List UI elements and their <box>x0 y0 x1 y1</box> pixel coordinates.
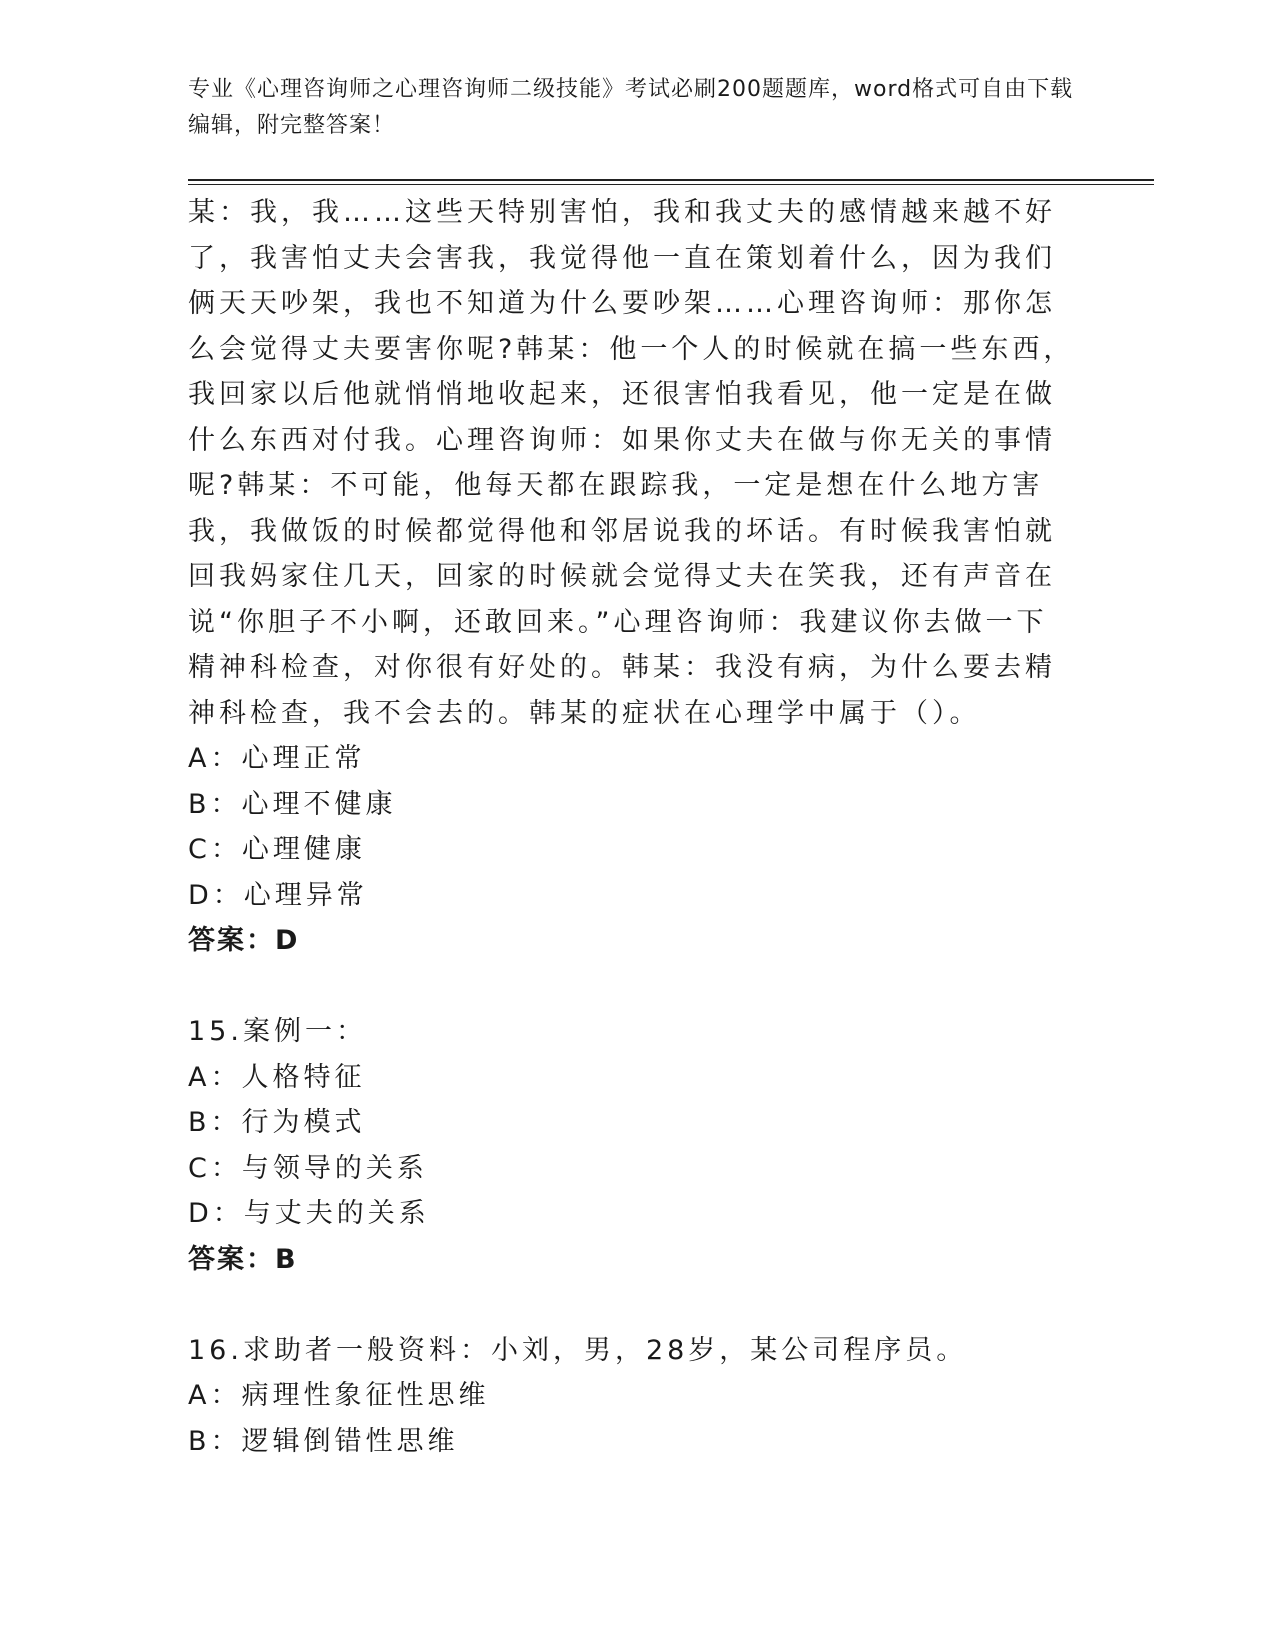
spacer <box>188 1282 1078 1328</box>
question-16 <box>188 1328 1078 1465</box>
question-stem: 15.案例一： <box>188 1016 367 1047</box>
option-d: D：与丈夫的关系 <box>188 1198 430 1229</box>
option-c: C：心理健康 <box>188 834 366 865</box>
question-15 <box>188 1009 1078 1282</box>
option-b: B：逻辑倒错性思维 <box>188 1425 459 1457</box>
question-stem: 某：我，我……这些天特别害怕，我和我丈夫的感情越来越不好了，我害怕丈夫会害我，我觉得他一直在策划着什么，因为我们俩天天吵架，我也不知道为什么要吵架……心理咨询师：那你怎么会觉得丈夫要害你呢?韩某：他一个人的时候就在搞一些东西，我回家以后他就悄悄地收起来，还很害怕我看见，他一定是在做什么东西对付我。心理咨询师：如果你丈夫在做与你无关的事情呢?韩某：不可能，他每天都在跟踪我，一定是想在什么地方害我，我做饭的时候都觉得他和邻居说我的坏话。有时候我害怕就回我妈家住几天，回家的时候就会觉得丈夫在笑我，还有声音在说“你胆子不小啊，还敢回来。”心理咨询师：我建议你去做一下精神科检查，对你很有好处的。韩某：我没有病，为什么要去精神科检查，我不会去的。韩某的症状在心理学中属于（）。 <box>188 197 1075 729</box>
question-stem: 16.求助者一般资料：小刘，男，28岁，某公司程序员。 <box>188 1334 968 1366</box>
header-rule-thick <box>188 179 1154 181</box>
question-14 <box>188 190 1078 964</box>
page-header: 专业《心理咨询师之心理咨询师二级技能》考试必刷200题题库，word格式可自由下载编辑，附完整答案！ <box>188 77 1074 138</box>
spacer <box>188 964 1078 1010</box>
header-rule-thin <box>188 184 1154 185</box>
option-a: A：心理正常 <box>188 743 366 774</box>
document-body <box>188 190 1078 1464</box>
answer-line: 答案：B <box>188 1243 298 1275</box>
option-d: D：心理异常 <box>188 879 368 911</box>
option-a: A：病理性象征性思维 <box>188 1380 490 1411</box>
option-a: A：人格特征 <box>188 1061 366 1093</box>
option-c: C：与领导的关系 <box>188 1152 428 1184</box>
option-b: B：心理不健康 <box>188 788 397 820</box>
answer-line: 答案：D <box>188 925 300 956</box>
option-b: B：行为模式 <box>188 1107 366 1138</box>
